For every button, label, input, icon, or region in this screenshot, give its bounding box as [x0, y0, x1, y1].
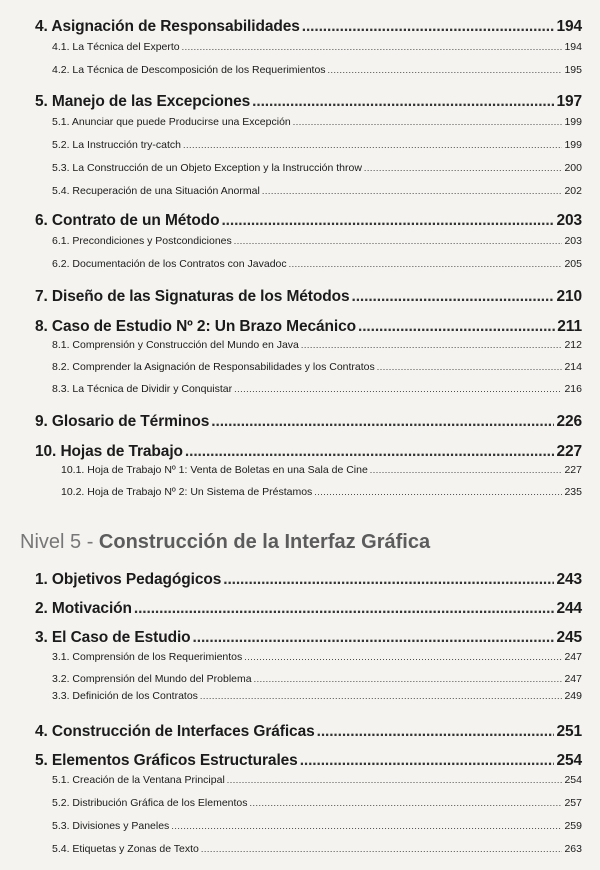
toc-entry-page: 257	[564, 797, 582, 809]
toc-entry-label: 10.2. Hoja de Trabajo Nº 2: Un Sistema de Préstamos	[61, 486, 313, 498]
toc-entry	[61, 486, 582, 498]
toc-entry-page: 247	[564, 673, 582, 685]
toc-entry-label: 5.2. Distribución Gráfica de los Elementos	[52, 797, 248, 809]
toc-entry-label: 7. Diseño de las Signaturas de los Métodos	[35, 288, 350, 305]
toc-entry	[52, 139, 582, 151]
toc-entry-page: 212	[564, 339, 582, 351]
toc-entry	[35, 18, 582, 36]
dot-leader	[254, 674, 563, 684]
toc-entry-label: 4. Construcción de Interfaces Gráficas	[35, 723, 315, 740]
dot-leader	[201, 844, 563, 854]
toc-entry	[35, 571, 582, 589]
toc-entry-page: 245	[556, 629, 582, 646]
toc-entry-label: 6.2. Documentación de los Contratos con Javadoc	[52, 258, 287, 270]
dot-leader	[185, 443, 555, 461]
toc-entry-label: 5.1. Creación de la Ventana Principal	[52, 774, 225, 786]
toc-entry-label: 2. Motivación	[35, 600, 132, 617]
toc-entry-page: 197	[556, 93, 582, 110]
toc-entry-page: 199	[564, 139, 582, 151]
toc-entry-page: 203	[556, 212, 582, 229]
toc-entry	[52, 820, 582, 832]
toc-entry-page: 254	[564, 774, 582, 786]
toc-entry-page: 247	[564, 651, 582, 663]
toc-entry	[52, 651, 582, 663]
toc-entry	[35, 93, 582, 111]
dot-leader	[377, 362, 563, 372]
toc-entry	[52, 797, 582, 809]
toc-entry-label: 4.1. La Técnica del Experto	[52, 41, 180, 53]
toc-entry	[35, 443, 582, 461]
dot-leader	[314, 487, 562, 497]
toc-entry-page: 199	[564, 116, 582, 128]
toc-entry-label: 5.2. La Instrucción try-catch	[52, 139, 181, 151]
dot-leader	[227, 775, 563, 785]
toc-entry	[35, 723, 582, 741]
toc-entry-label: 9. Glosario de Términos	[35, 413, 210, 430]
toc-entry-label: 1. Objetivos Pedagógicos	[35, 571, 222, 588]
toc-entry	[35, 752, 582, 770]
toc-entry-page: 254	[556, 752, 582, 769]
dot-leader	[234, 384, 562, 394]
dot-leader	[301, 340, 563, 350]
toc-entry-page: 194	[564, 41, 582, 53]
toc-entry-label: 6. Contrato de un Método	[35, 212, 220, 229]
section-number: Nivel 5 -	[20, 531, 99, 553]
toc-entry	[52, 41, 582, 53]
toc-entry	[52, 162, 582, 174]
toc-entry	[52, 690, 582, 702]
toc-entry-label: 5. Elementos Gráficos Estructurales	[35, 752, 298, 769]
toc-entry-label: 6.1. Precondiciones y Postcondiciones	[52, 235, 232, 247]
section-title: Construcción de la Interfaz Gráfica	[98, 531, 431, 553]
toc-entry-page: 243	[556, 571, 582, 588]
dot-leader	[200, 691, 563, 701]
dot-leader	[262, 186, 563, 196]
toc-entry	[61, 464, 582, 476]
toc-entry	[35, 212, 582, 230]
toc-entry-label: 5.3. La Construcción de un Objeto Exception y la Instrucción throw	[52, 162, 362, 174]
toc-entry-label: 3. El Caso de Estudio	[35, 629, 191, 646]
dot-leader	[134, 600, 555, 618]
dot-leader	[183, 140, 562, 150]
dot-leader	[300, 752, 555, 770]
toc-entry	[52, 383, 582, 395]
toc-entry	[35, 600, 582, 618]
toc-entry-page: 226	[556, 413, 582, 430]
dot-leader	[182, 42, 563, 52]
toc-entry	[52, 774, 582, 786]
dot-leader	[252, 93, 554, 111]
toc-entry-page: 205	[564, 258, 582, 270]
toc-entry	[52, 64, 582, 76]
dot-leader	[293, 117, 563, 127]
dot-leader	[250, 798, 563, 808]
toc-entry	[52, 235, 582, 247]
toc-entry	[52, 258, 582, 270]
toc-entry-label: 8.1. Comprensión y Construcción del Mundo en Java	[52, 339, 299, 351]
toc-entry	[35, 413, 582, 431]
toc-entry-page: 210	[556, 288, 582, 305]
toc-entry-page: 203	[564, 235, 582, 247]
dot-leader	[289, 259, 563, 269]
toc-entry	[52, 339, 582, 351]
toc-entry	[35, 288, 582, 306]
dot-leader	[358, 318, 555, 336]
dot-leader	[221, 212, 554, 230]
toc-entry	[35, 318, 582, 336]
section-heading	[20, 531, 430, 554]
toc-entry-label: 5.3. Divisiones y Paneles	[52, 820, 170, 832]
toc-entry-page: 211	[557, 318, 582, 335]
toc-entry	[52, 116, 582, 128]
toc-entry-label: 5.4. Recuperación de una Situación Anormal	[52, 185, 260, 197]
dot-leader	[364, 163, 563, 173]
toc-entry-label: 5.1. Anunciar que puede Producirse una Excepción	[52, 116, 291, 128]
toc-entry-label: 3.1. Comprensión de los Requerimientos	[52, 651, 243, 663]
toc-entry-page: 263	[564, 843, 582, 855]
toc-entry	[52, 673, 582, 685]
toc-entry-label: 5.4. Etiquetas y Zonas de Texto	[52, 843, 199, 855]
dot-leader	[302, 18, 555, 36]
toc-entry-page: 227	[556, 443, 582, 460]
toc-entry	[52, 185, 582, 197]
toc-entry-page: 235	[564, 486, 582, 498]
toc-entry-page: 200	[564, 162, 582, 174]
toc-entry-page: 216	[564, 383, 582, 395]
dot-leader	[234, 236, 563, 246]
toc-entry-label: 8.3. La Técnica de Dividir y Conquistar	[52, 383, 233, 395]
toc-entry-page: 249	[564, 690, 582, 702]
dot-leader	[171, 821, 562, 831]
toc-entry-label: 4.2. La Técnica de Descomposición de los Requerimientos	[52, 64, 326, 76]
dot-leader	[193, 629, 555, 647]
toc-entry-label: 3.2. Comprensión del Mundo del Problema	[52, 673, 252, 685]
toc-entry-page: 227	[564, 464, 582, 476]
toc-entry-label: 3.3. Definición de los Contratos	[52, 690, 198, 702]
toc-entry-label: 4. Asignación de Responsabilidades	[35, 18, 300, 35]
dot-leader	[244, 652, 562, 662]
toc-entry-label: 5. Manejo de las Excepciones	[35, 93, 251, 110]
toc-entry-page: 259	[564, 820, 582, 832]
toc-entry-page: 194	[556, 18, 582, 35]
dot-leader	[223, 571, 554, 589]
dot-leader	[328, 65, 563, 75]
dot-leader	[370, 465, 563, 475]
toc-entry-page: 195	[564, 64, 582, 76]
toc-entry	[52, 843, 582, 855]
toc-entry-label: 8.2. Comprender la Asignación de Responsabilidades y los Contratos	[52, 361, 375, 373]
toc-entry-page: 244	[556, 600, 582, 617]
toc-entry	[52, 361, 582, 373]
dot-leader	[317, 723, 555, 741]
dot-leader	[352, 288, 555, 306]
dot-leader	[211, 413, 554, 431]
toc-entry	[35, 629, 582, 647]
toc-entry-page: 251	[556, 723, 582, 740]
toc-entry-label: 10. Hojas de Trabajo	[35, 443, 183, 460]
toc-entry-label: 10.1. Hoja de Trabajo Nº 1: Venta de Boletas en una Sala de Cine	[61, 464, 368, 476]
toc-entry-page: 214	[564, 361, 582, 373]
toc-entry-page: 202	[564, 185, 582, 197]
toc-entry-label: 8. Caso de Estudio Nº 2: Un Brazo Mecánico	[35, 318, 356, 335]
